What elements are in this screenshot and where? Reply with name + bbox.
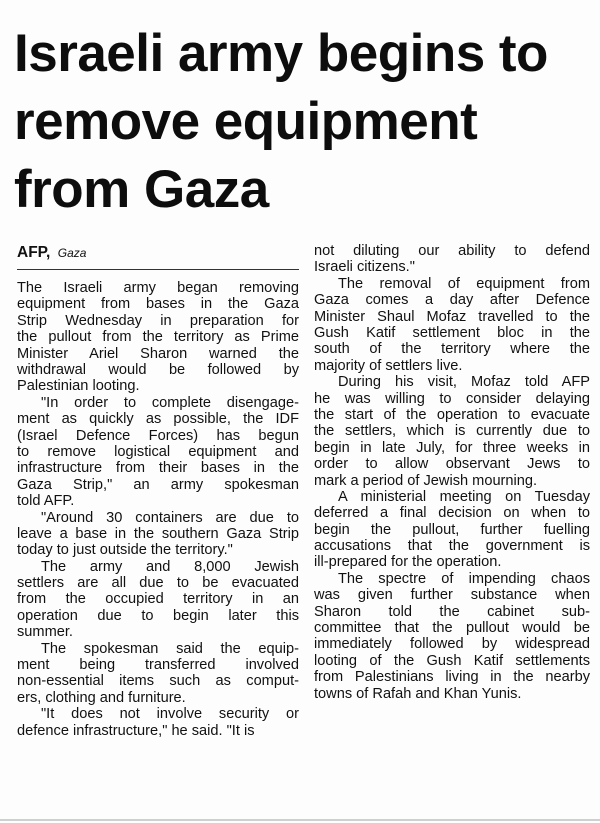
text-line: ment as quickly as possible, the IDF [17,411,299,428]
text-line: committee that the pullout would be [314,620,590,637]
headline-line: from Gaza [14,160,269,219]
text-line: ers, clothing and furniture. [17,689,186,706]
text-line: Minister Shaul Mofaz travelled to the [314,308,590,325]
paragraph [17,641,299,707]
text-line: looting of the Gush Katif settlements [314,652,590,669]
text-line: The army and 8,000 Jewish [41,558,299,575]
byline-agency: AFP, [17,244,51,261]
text-line: ill-prepared for the operation. [314,554,502,571]
text-line: Strip Wednesday in preparation for [17,312,299,329]
text-line: the settlers, which is currently due to [314,423,590,440]
text-line: not diluting our ability to defend [314,243,590,259]
byline [17,244,299,270]
text-line: towns of Rafah and Khan Yunis. [314,685,522,702]
text-line: from the occupied territory in an [17,591,299,608]
text-line: leave a base in the southern Gaza Strip [17,525,299,542]
text-line: settlers are all due to be evacuated [17,575,299,592]
text-line: equipment from bases in the Gaza [17,296,299,313]
text-line: "It does not involve security or [41,706,299,723]
text-line: the start of the operation to evacuate [314,406,590,423]
text-line: Israeli citizens." [314,259,415,276]
text-line: Minister Ariel Sharon warned the [17,345,299,362]
paragraph [17,706,299,739]
right-column [314,243,590,702]
paragraph [314,243,590,276]
bottom-divider [0,819,600,821]
text-line: majority of settlers live. [314,357,463,374]
text-line: The Israeli army began removing [17,280,299,296]
text-line: mark a period of Jewish mourning. [314,472,538,489]
text-line: "Around 30 containers are due to [41,509,299,526]
text-line: withdrawal would be followed by [17,361,299,378]
paragraph [17,559,299,641]
text-line: deferred a final decision on when to [314,505,590,522]
text-line: "In order to complete disengage- [41,394,299,411]
paragraph [314,374,590,489]
text-line: operation due to begin later this [17,607,299,624]
text-line: accusations that the government is [314,538,590,555]
text-line: Palestinian looting. [17,378,140,395]
paragraph [17,395,299,510]
text-line: (Israel Defence Forces) has begun [17,427,299,444]
text-line: defence infrastructure," he said. "It is [17,722,255,739]
text-line: was given further substance when [314,587,590,604]
text-line: The spokesman said the equip- [41,640,299,657]
text-line: begin the pullout, further fuelling [314,521,590,538]
text-line: Gaza comes a day after Defence [314,292,590,309]
paragraph [314,489,590,571]
byline-place: Gaza [57,246,87,260]
headline [14,20,594,224]
text-line: the pullout from the territory as Prime [17,329,299,346]
text-line: The removal of equipment from [338,275,590,292]
headline-line: Israeli army begins to [14,24,548,83]
paragraph [17,280,299,395]
text-line: A ministerial meeting on Tuesday [338,488,590,505]
text-line: Sharon told the cabinet sub- [314,603,590,620]
paragraph [17,510,299,559]
text-line: he was willing to consider delaying [314,390,590,407]
text-line: During his visit, Mofaz told AFP [338,374,590,391]
text-line: south of the territory where the [314,341,590,358]
paragraph [314,571,590,702]
text-line: today to just outside the territory." [17,542,233,559]
text-line: Gaza Strip," an army spokesman [17,476,299,493]
text-line: to remove logistical equipment and [17,443,299,460]
text-line: infrastructure from their bases in the [17,460,299,477]
text-line: Gush Katif settlement bloc in the [314,324,590,341]
text-line: non-essential items such as comput- [17,673,299,690]
text-line: told AFP. [17,493,75,510]
text-line: from Palestinians living in the nearby [314,669,590,686]
text-line: ment being transferred involved [17,657,299,674]
text-line: summer. [17,624,73,641]
text-line: order to allow observant Jews to [314,456,590,473]
left-column [17,280,299,739]
paragraph [314,276,590,374]
text-line: begin in late July, for three weeks in [314,439,590,456]
text-line: immediately followed by widespread [314,636,590,653]
text-line: The spectre of impending chaos [338,570,590,587]
headline-line: remove equipment [14,92,478,151]
